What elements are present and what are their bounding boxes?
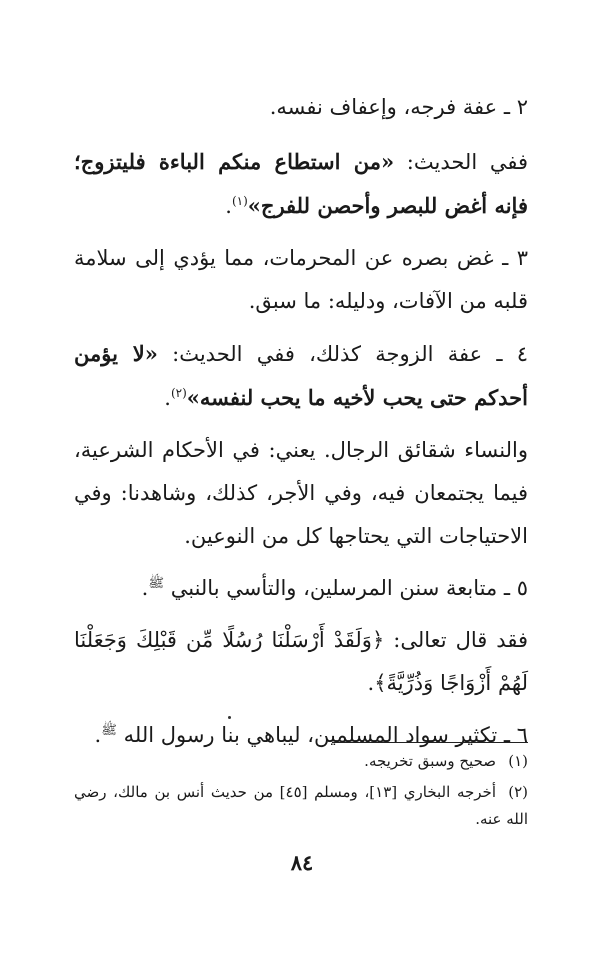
point-5-text: ٥ ـ متابعة سنن المرسلين، والتأسي بالنبي — [170, 576, 528, 600]
point-2-text: ٢ ـ عفة فرجه، وإعفاف نفسه. — [269, 95, 528, 119]
point-5 — [74, 567, 528, 610]
women-paragraph-text: والنساء شقائق الرجال. يعني: في الأحكام الشرعية، فيما يجتمعان فيه، وفي الأجر، كذلك، وشاهدنا: وفي الاحتياجات التي يحتاجها كل من النوعين. — [74, 438, 528, 548]
hadith-marriage-quote: «من استطاع منكم الباءة فليتزوج؛ فإنه أغض للبصر وأحصن للفرج» — [74, 149, 528, 218]
footnote-2-text: أخرجه البخاري [١٣]، ومسلم [٤٥] من حديث أنس بن مالك، رضي الله عنه. — [74, 783, 528, 828]
footnote-ref-2[interactable]: (٢) — [170, 386, 187, 400]
women-paragraph — [74, 429, 528, 558]
footnote-1-text: صحيح وسبق تخريجه. — [364, 752, 496, 770]
point-4-intro: ٤ ـ عفة الزوجة كذلك، ففي الحديث: — [157, 342, 529, 366]
hadith-faith-quote: «لا يؤمن أحدكم حتى يحب لأخيه ما يحب لنفسه» — [74, 341, 528, 410]
salutation-symbol: ﷺ — [101, 723, 117, 738]
point-2 — [74, 86, 528, 129]
footnote-2-number: (٢) — [508, 783, 528, 801]
hadith-marriage-paragraph — [74, 140, 528, 228]
page-number: ٨٤ — [290, 850, 314, 875]
footnote-ref-1[interactable]: (١) — [231, 194, 248, 208]
point-4 — [74, 332, 528, 420]
footnote-1 — [74, 748, 528, 775]
period: . — [164, 386, 171, 410]
quran-verse-paragraph — [74, 619, 528, 705]
period: . — [141, 576, 149, 600]
footnotes — [74, 748, 528, 837]
footnote-separator — [332, 742, 528, 743]
point-3-text: ٣ ـ غض بصره عن المحرمات، مما يؤدي إلى سلامة قلبه من الآفات، ودليله: ما سبق. — [74, 246, 528, 313]
footnote-1-number: (١) — [508, 752, 528, 770]
quran-verse-text: فقد قال تعالى: ﴿وَلَقَدْ أَرْسَلْنَا رُسُلًا مِّن قَبْلِكَ وَجَعَلْنَا لَهُمْ أَزْوَاجًا وَذُرِّيَّةً﴾. — [74, 628, 528, 695]
hadith-intro: ففي الحديث: — [394, 150, 528, 174]
stray-dot — [228, 716, 231, 719]
salutation-symbol: ﷺ — [148, 576, 165, 591]
period: . — [225, 194, 232, 218]
main-text — [74, 86, 528, 766]
period: . — [94, 723, 102, 747]
point-6-text: ٦ ـ تكثير سواد المسلمين، ليباهي بنا رسول الله — [123, 723, 528, 747]
point-3 — [74, 237, 528, 323]
footnote-2 — [74, 779, 528, 833]
